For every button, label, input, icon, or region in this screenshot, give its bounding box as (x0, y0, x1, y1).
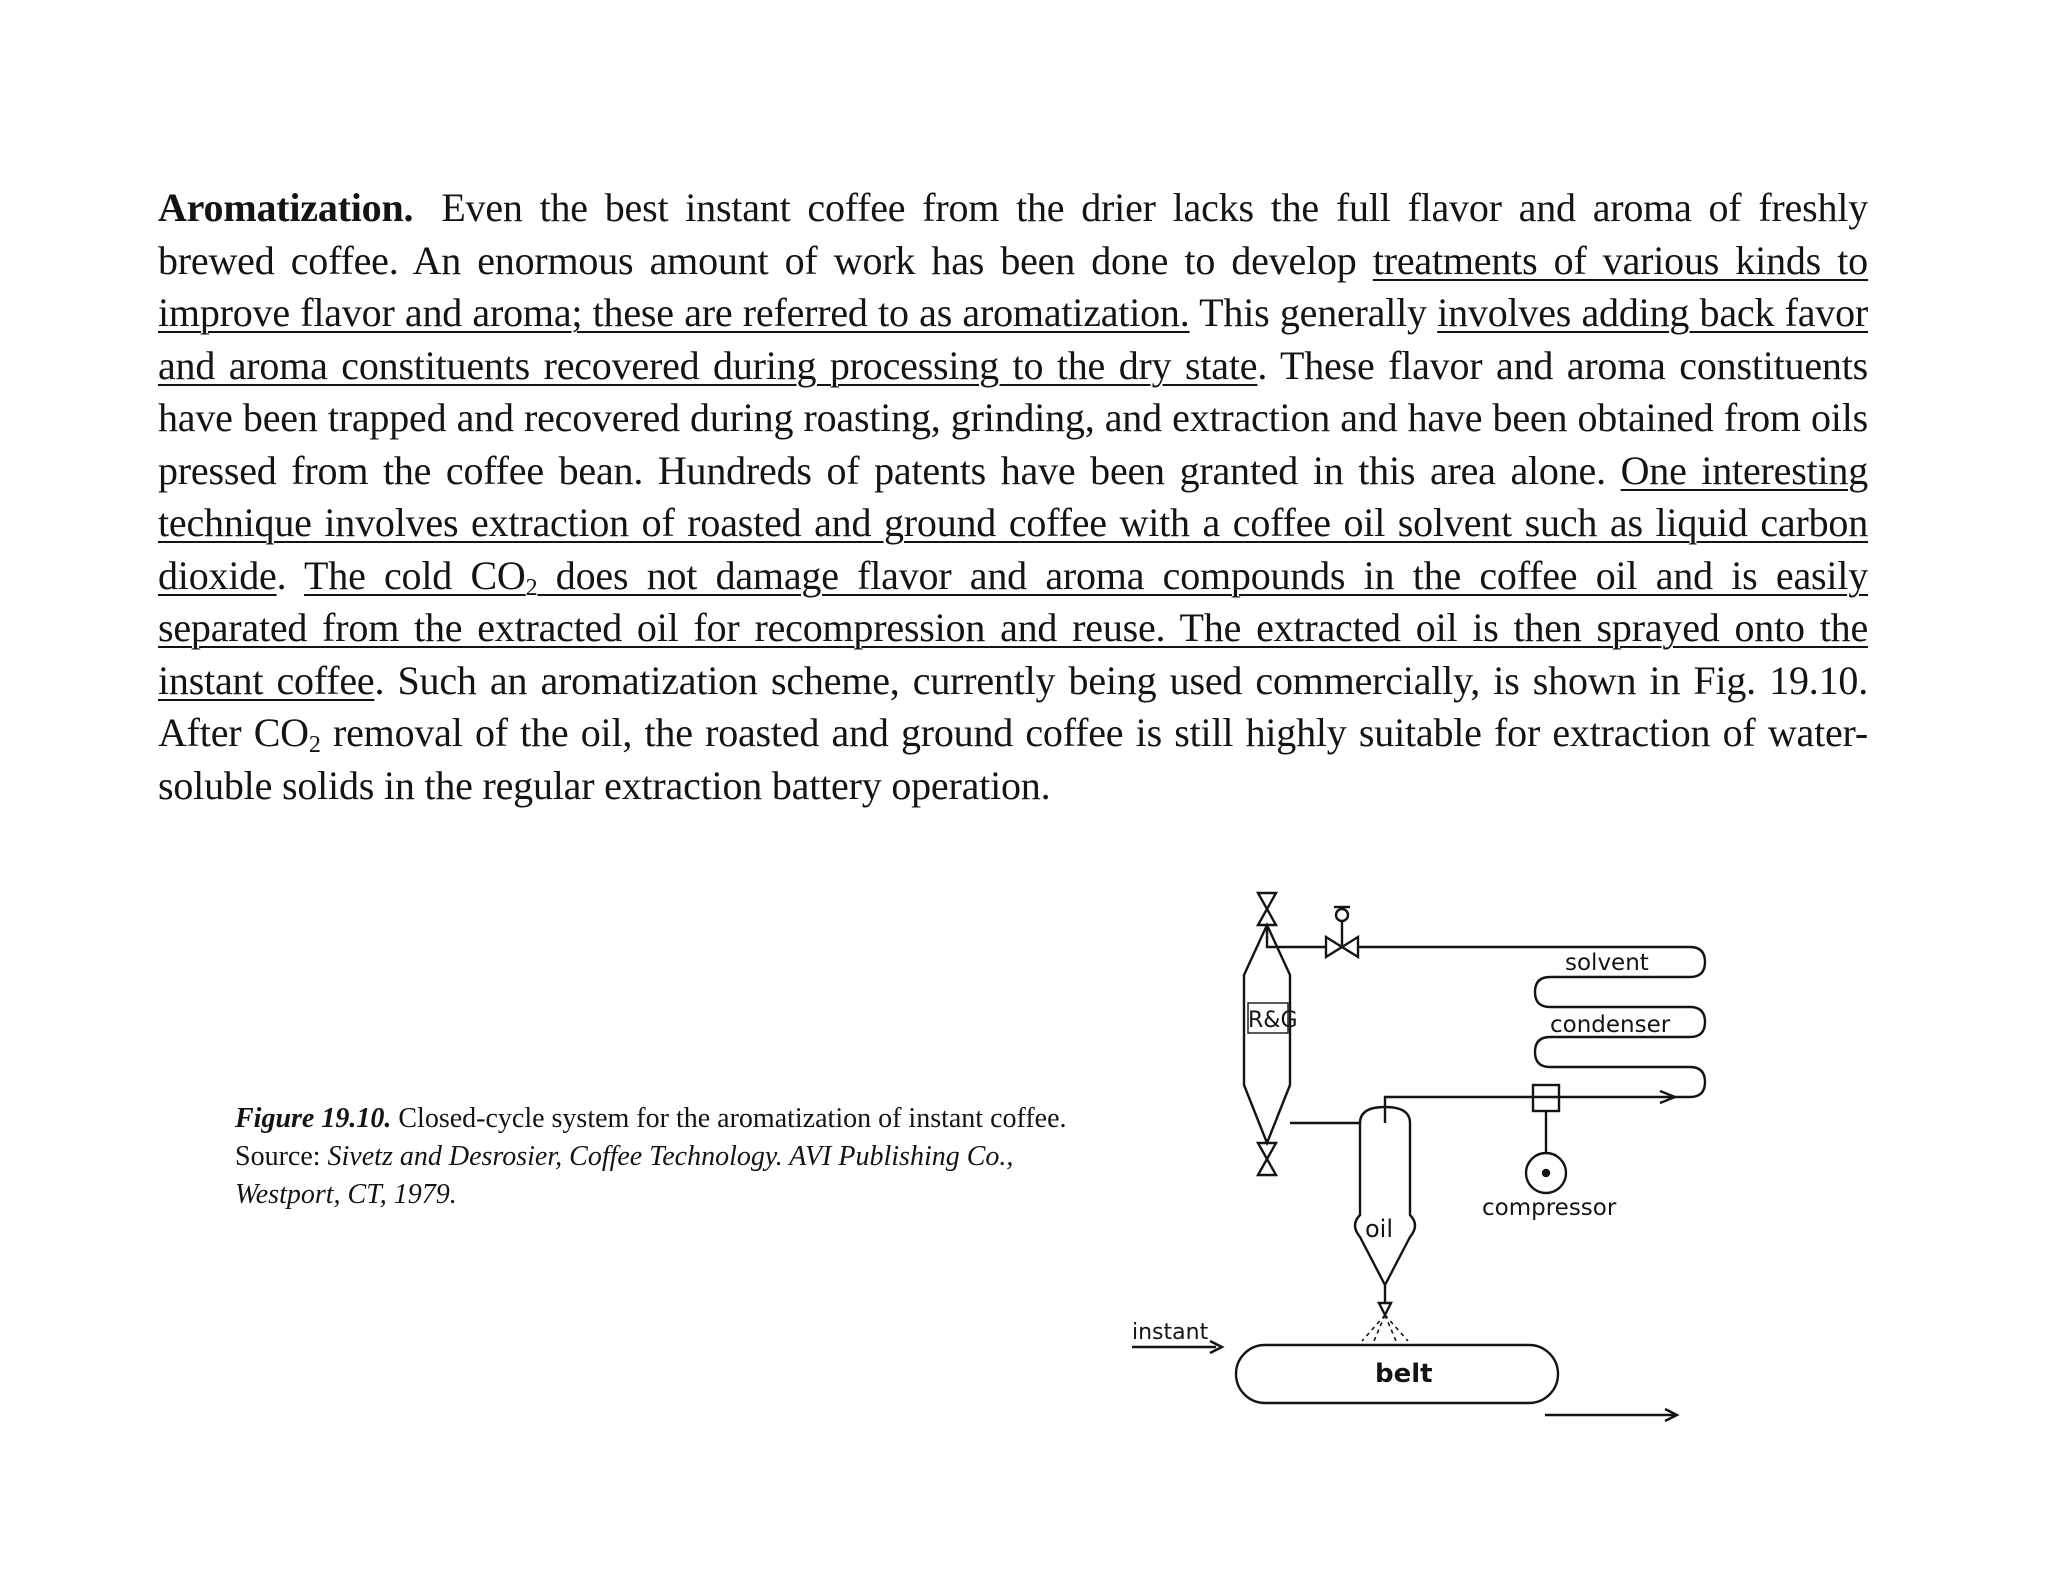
text-run: This generally (1189, 290, 1438, 335)
body-paragraph (158, 182, 1868, 812)
control-valve-icon (1326, 907, 1358, 957)
underlined-run: One interesting technique involves extraction of roasted and ground coffee with a coffee oil solvent such as liquid carbon dioxide (158, 447, 1868, 598)
oil-label: oil (1365, 1215, 1394, 1243)
figure-label: Figure 19.10. (235, 1103, 392, 1134)
text-run: Even the best instant coffee from the drier lacks the full flavor and aroma of freshly brewed coffee. An enormous amount of work has been done to develop (158, 185, 1868, 283)
section-heading: Aromatization. (158, 185, 414, 230)
solvent-label: solvent (1565, 950, 1649, 976)
compressor-hub (1543, 1170, 1549, 1176)
caption-text: Closed-cycle system for the aromatization of instant coffee. Source: (235, 1103, 1067, 1172)
condenser-label: condenser (1550, 1012, 1671, 1038)
belt-label: belt (1375, 1359, 1433, 1389)
subscript: 2 (308, 732, 321, 758)
rg-vessel-label: R&G (1248, 1008, 1298, 1033)
compressor-label: compressor (1482, 1195, 1617, 1221)
text-run: . These flavor and aroma constituents have been trapped and recovered during roasting, grinding, and extraction and have been obtained from oils pressed from the coffee bean. Hundreds of patents have been granted in this area alone. (158, 342, 1868, 493)
caption-citation: Sivetz and Desrosier, Coffee Technology. AVI Publishing Co., Westport, CT, 1979. (235, 1141, 1014, 1210)
text-run: does not damage flavor and aroma compounds in the coffee oil and is easily separated from the extracted oil for recompression and reuse. The extracted oil is then sprayed onto the instant coffee (158, 552, 1868, 703)
instant-label: instant (1132, 1320, 1209, 1345)
text-run: The cold CO (304, 552, 526, 598)
subscript: 2 (525, 574, 538, 601)
figure-caption (235, 1100, 1115, 1214)
text-run: . Such an aromatization scheme, currently being used commercially, is shown in Fig. 19.10. After CO (158, 657, 1868, 755)
text-run: . (276, 552, 305, 598)
oil-separator (1355, 1107, 1415, 1285)
process-diagram (1130, 885, 1710, 1425)
text-run: removal of the oil, the roasted and ground coffee is still highly suitable for extraction of water-soluble solids in the regular extraction battery operation. (158, 710, 1868, 808)
spray-nozzle-icon (1362, 1285, 1408, 1341)
underlined-run: treatments of various kinds to improve flavor and aroma; these are referred to as aromatization. (158, 237, 1868, 335)
bottom-valve-icon (1258, 1143, 1276, 1175)
top-valve-icon (1258, 893, 1276, 925)
rg-vessel (1244, 925, 1290, 1143)
recycle-pipe (1385, 1097, 1665, 1123)
underlined-run: involves adding back favor and aroma constituents recovered during processing to the dry state (158, 290, 1868, 388)
